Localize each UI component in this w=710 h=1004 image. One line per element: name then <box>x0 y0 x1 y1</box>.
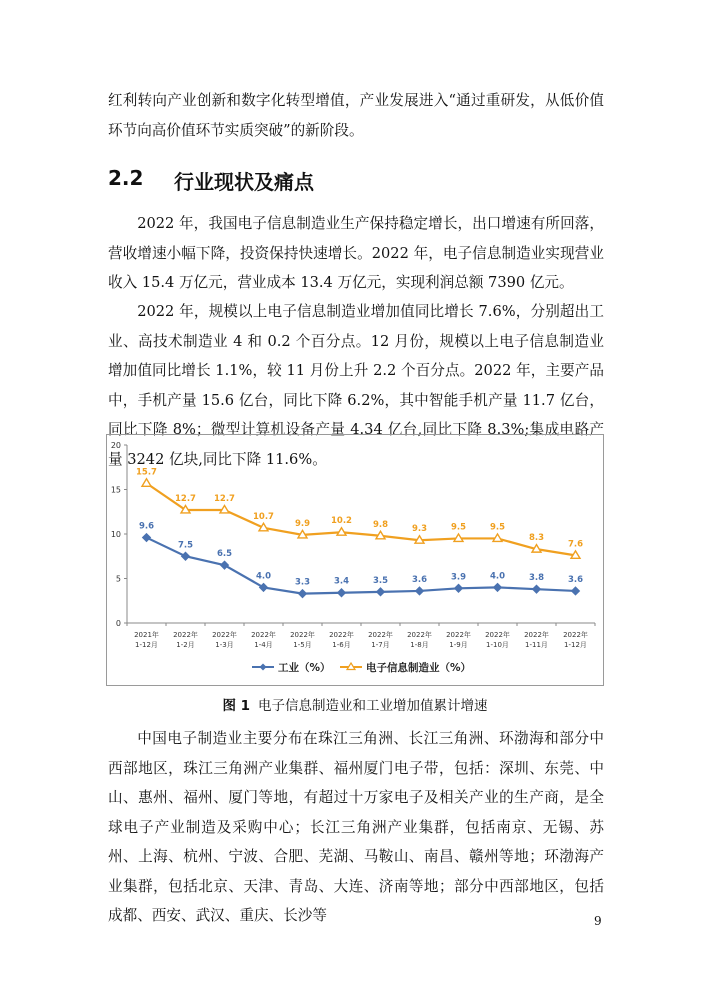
x-tick-label-year: 2022年 <box>251 631 276 639</box>
paragraph-distribution: 中国电子制造业主要分布在珠江三角洲、长江三角洲、环渤海和部分中西部地区，珠江三角洲产业集群、福州厦门电子带，包括：深圳、东莞、中山、惠州、福州、厦门等地，有超过十万家电子及相关产业的生产商，是全球电子产业制造及采购中心；长江三角洲产业集群，包括南京、无锡、苏州、上海、杭州、宁波、合肥、芜湖、马鞍山、南昌、赣州等地；环渤海产业集群，包括北京、天津、青岛、大连、济南等地；部分中西部地区，包括成都、西安、武汉、重庆、长沙等 <box>108 730 604 924</box>
data-point <box>416 587 424 595</box>
x-tick-label-period: 1-9月 <box>449 641 468 649</box>
data-label: 10.2 <box>331 516 352 527</box>
y-tick-label: 20 <box>110 441 121 450</box>
data-label: 15.7 <box>136 467 157 478</box>
legend-label: 工业（%） <box>278 662 331 674</box>
data-label: 3.5 <box>372 575 389 586</box>
data-label: 9.3 <box>411 524 428 535</box>
x-tick-label-period: 1-12月 <box>135 641 158 649</box>
data-label: 6.5 <box>216 549 233 560</box>
x-tick-label-year: 2022年 <box>524 631 549 639</box>
paragraph-growth: 2022 年，规模以上电子信息制造业增加值同比增长 7.6%，分别超出工业、高技术制造业 4 和 0.2 个百分点。12 月份，规模以上电子信息制造业增加值同比增长 1.1%，较 11 月份上升 2.2 个百分点。2022 年，主要产品中，手机产量 15.6 亿台，同比下降 6.2%，其中智能手机产量 11.7 亿台，同比下降 8%；微型计算机设备产量 4.34 亿台,同比下降 8.3%;集成电路产量 3242 亿块,同比下降 11.6%。 <box>108 303 604 468</box>
x-tick-label-period: 1-4月 <box>254 641 273 649</box>
y-tick-label: 15 <box>110 485 121 495</box>
data-label: 9.9 <box>294 518 311 529</box>
y-tick-label: 0 <box>115 619 121 628</box>
x-tick-label-period: 1-11月 <box>525 641 548 649</box>
x-tick-label-year: 2022年 <box>368 631 393 639</box>
data-label: 3.6 <box>567 574 584 585</box>
x-tick-label-year: 2021年 <box>134 631 159 639</box>
data-label: 9.5 <box>489 522 506 533</box>
line-chart <box>107 435 603 685</box>
x-tick-label-year: 2022年 <box>212 631 237 639</box>
x-tick-label-year: 2022年 <box>446 631 471 639</box>
data-label: 8.3 <box>528 533 545 544</box>
legend-label: 电子信息制造业（%） <box>366 662 472 674</box>
page-number: 9 <box>594 914 602 928</box>
y-tick-label: 10 <box>110 530 121 539</box>
data-point <box>142 479 151 487</box>
data-point <box>455 584 463 592</box>
data-point <box>143 534 151 542</box>
legend-marker <box>260 664 267 671</box>
section-title: 行业现状及痛点 <box>174 170 314 194</box>
data-point <box>494 583 502 591</box>
x-tick-label-year: 2022年 <box>173 631 198 639</box>
x-tick-label-period: 1-6月 <box>332 641 351 649</box>
data-label: 7.5 <box>177 540 194 551</box>
figure-title: 电子信息制造业和工业增加值累计增速 <box>258 698 488 714</box>
x-tick-label-period: 1-7月 <box>371 641 390 649</box>
x-tick-label-period: 1-5月 <box>293 641 312 649</box>
x-tick-label-period: 1-2月 <box>176 641 195 649</box>
x-tick-label-year: 2022年 <box>407 631 432 639</box>
data-label: 12.7 <box>214 493 235 504</box>
data-point <box>338 589 346 597</box>
x-tick-label-period: 1-10月 <box>486 641 509 649</box>
data-label: 3.6 <box>411 574 428 585</box>
data-label: 9.6 <box>138 521 155 532</box>
data-point <box>182 552 190 560</box>
x-tick-label-period: 1-12月 <box>564 641 587 649</box>
series-line-2 <box>147 483 576 555</box>
data-point <box>299 590 307 598</box>
x-tick-label-year: 2022年 <box>563 631 588 639</box>
data-point <box>377 588 385 596</box>
y-tick-label: 5 <box>115 574 121 584</box>
data-point <box>533 585 541 593</box>
data-label: 4.0 <box>255 571 272 582</box>
data-label: 9.8 <box>372 519 389 530</box>
series-line-1 <box>147 538 576 594</box>
data-label: 3.4 <box>333 576 350 587</box>
chart-container <box>106 434 604 686</box>
data-point <box>572 587 580 595</box>
figure-label: 图 1 <box>222 698 251 714</box>
x-tick-label-year: 2022年 <box>485 631 510 639</box>
data-label: 3.9 <box>450 572 467 583</box>
x-tick-label-period: 1-8月 <box>410 641 429 649</box>
paragraph-intro: 红利转向产业创新和数字化转型增值，产业发展进入“通过重研发，从低价值环节向高价值环节实质突破”的新阶段。 <box>108 92 604 139</box>
paragraph-overview: 2022 年，我国电子信息制造业生产保持稳定增长，出口增速有所回落，营收增速小幅下降，投资保持快速增长。2022 年，电子信息制造业实现营业收入 15.4 万亿元，营业成本 13.4 万亿元，实现利润总额 7390 亿元。 <box>108 215 604 291</box>
section-number: 2.2 <box>108 166 144 190</box>
data-label: 9.5 <box>450 522 467 533</box>
data-label: 4.0 <box>489 571 506 582</box>
x-tick-label-period: 1-3月 <box>215 641 234 649</box>
x-tick-label-year: 2022年 <box>329 631 354 639</box>
data-label: 12.7 <box>175 493 196 504</box>
figure-caption <box>0 694 710 714</box>
x-tick-label-year: 2022年 <box>290 631 315 639</box>
data-label: 3.3 <box>294 577 311 588</box>
data-label: 10.7 <box>253 511 274 522</box>
data-label: 3.8 <box>528 573 545 584</box>
data-label: 7.6 <box>567 539 584 550</box>
